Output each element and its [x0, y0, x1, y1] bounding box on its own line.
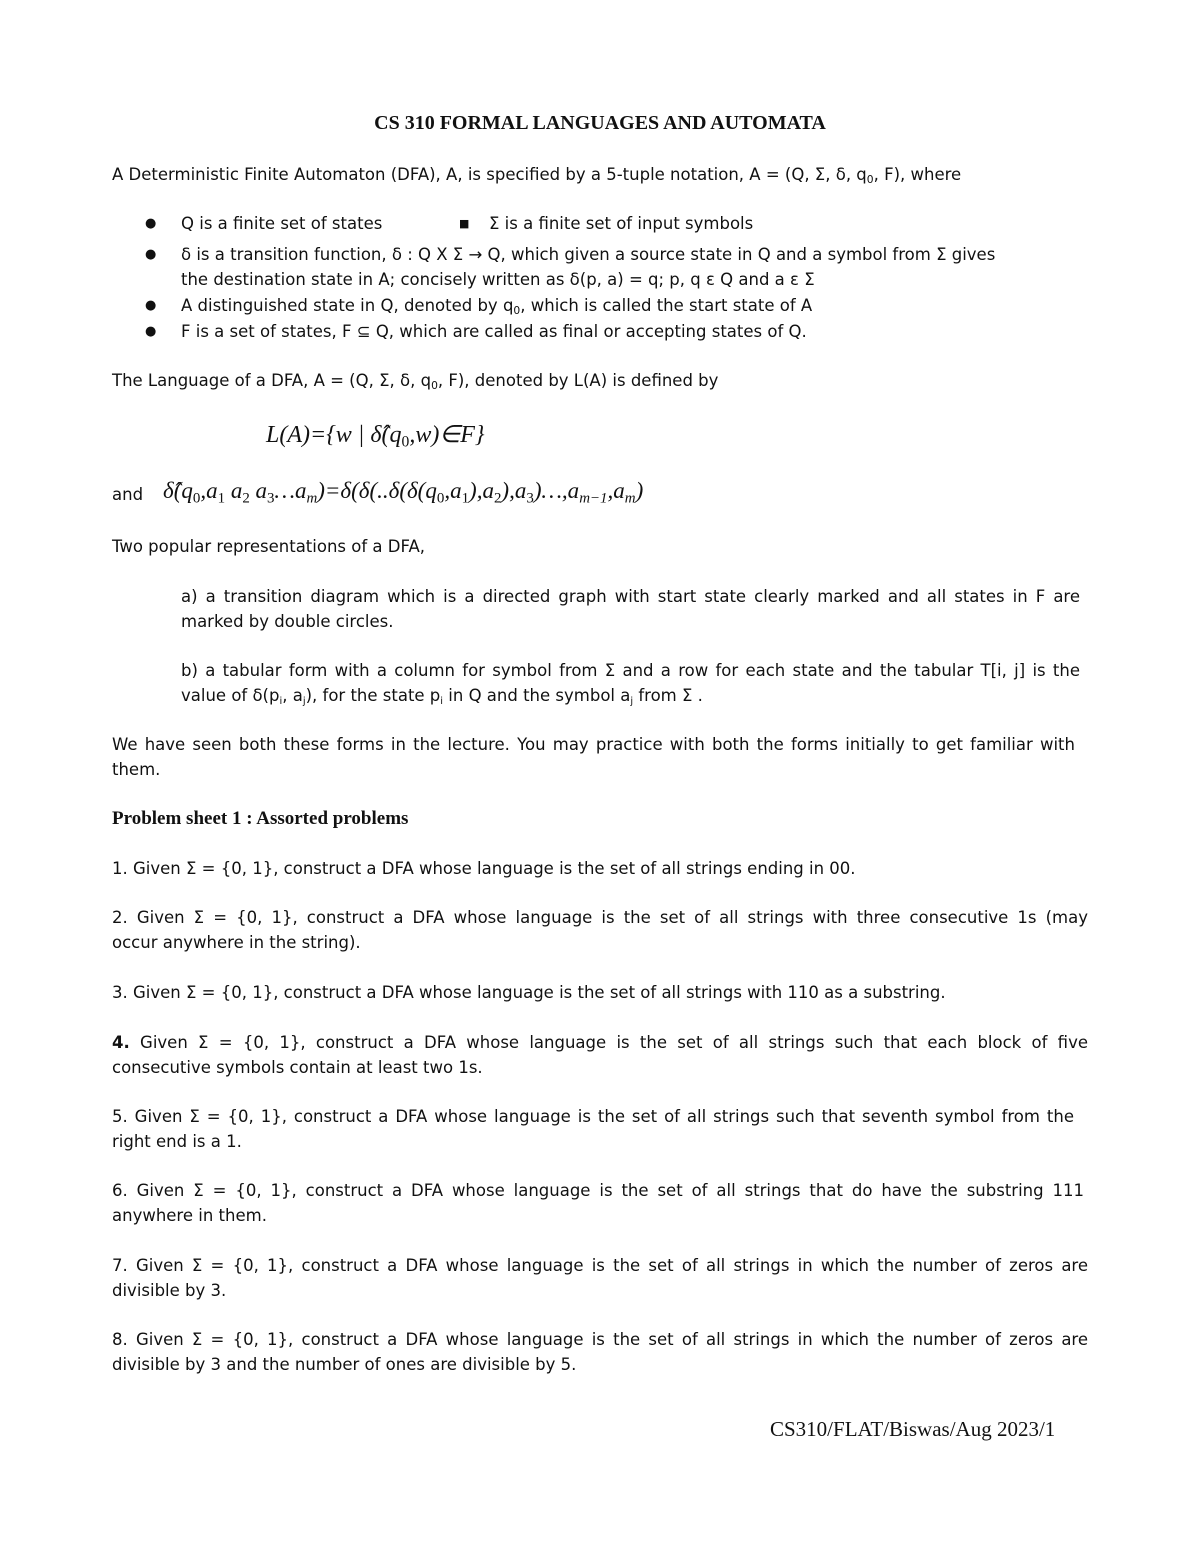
- representation-b-line1: b) a tabular form with a column for symbol from Σ and a row for each state and the tabular T[i, j] is the: [181, 661, 1080, 680]
- bullet-dot-icon: ●: [145, 216, 157, 231]
- bullet-alphabet: Σ is a finite set of input symbols: [489, 214, 754, 233]
- f2-sub: m−1: [579, 490, 608, 507]
- rep-b-part: value of δ(p: [181, 686, 280, 705]
- rep-b-sub: i: [440, 695, 444, 707]
- f2-sub: 2: [493, 490, 502, 507]
- bullet-start-post: , which is called the start state of A: [520, 296, 813, 315]
- f2-sub: 1: [217, 490, 226, 507]
- formula1-sub: 0: [401, 433, 410, 451]
- f2-sub: 0: [192, 490, 201, 507]
- f2-part: ): [635, 478, 644, 503]
- problem-8-line1: 8. Given Σ = {0, 1}, construct a DFA whose language is the set of all strings in which the number of zeros are: [112, 1330, 1088, 1349]
- f2-sub: m: [306, 490, 318, 507]
- bullet-dot-icon: ●: [145, 247, 157, 262]
- problem-8-line2: divisible by 3 and the number of ones are divisible by 5.: [112, 1355, 577, 1374]
- formula-extended-delta: [163, 478, 644, 507]
- page-footer: CS310/FLAT/Biswas/Aug 2023/1: [770, 1417, 1056, 1441]
- f2-part: ),a: [469, 478, 494, 503]
- intro-tail: , F), where: [873, 165, 962, 184]
- formula-language: [266, 420, 485, 449]
- problem-4-line1: [112, 1033, 1088, 1052]
- representation-a-line1: a) a transition diagram which is a directed graph with start state clearly marked and all states in F are: [181, 587, 1080, 606]
- language-post: , F), denoted by L(A) is defined by: [437, 371, 719, 390]
- rep-b-sub: i: [279, 695, 283, 707]
- f2-part: ),a: [501, 478, 527, 503]
- f2-sub: 0: [436, 490, 445, 507]
- bullet-square-icon: ■: [459, 217, 470, 230]
- problem-6-line2: anywhere in them.: [112, 1206, 267, 1225]
- intro-subscript: 0: [866, 173, 874, 187]
- language-pre: The Language of a DFA, A = (Q, Σ, δ, q: [112, 371, 432, 390]
- problem-sheet-title: Problem sheet 1 : Assorted problems: [112, 808, 409, 829]
- problem-4-line2: consecutive symbols contain at least two 1s.: [112, 1058, 483, 1077]
- f2-part: )=δ(δ(..δ(δ(q: [317, 478, 437, 503]
- bullet-start-sub: 0: [513, 304, 521, 318]
- formula1-args-post: ,w)∈F}: [409, 422, 485, 448]
- f2-part: …a: [274, 478, 307, 503]
- problem-5-line1: 5. Given Σ = {0, 1}, construct a DFA whose language is the set of all strings such that seventh symbol from the: [112, 1107, 1074, 1126]
- problem-1: 1. Given Σ = {0, 1}, construct a DFA whose language is the set of all strings ending in 00.: [112, 859, 856, 878]
- rep-b-part: from Σ .: [633, 686, 703, 705]
- bullet-final-states: F is a set of states, F ⊆ Q, which are called as final or accepting states of Q.: [181, 322, 807, 341]
- f2-sub: 3: [267, 490, 275, 507]
- lecture-note-line2: them.: [112, 760, 161, 779]
- f2-delta-hat: δ̂: [163, 478, 174, 503]
- lecture-note-line1: We have seen both these forms in the lecture. You may practice with both the forms initially to get familiar with: [112, 735, 1075, 754]
- problem-4-text: Given Σ = {0, 1}, construct a DFA whose language is the set of all strings such that each block of five: [129, 1033, 1088, 1052]
- f2-part: )…,a: [533, 478, 580, 503]
- language-sub: 0: [431, 379, 438, 393]
- representation-a-line2: marked by double circles.: [181, 612, 394, 631]
- bullet-start-pre: A distinguished state in Q, denoted by q: [181, 296, 514, 315]
- f2-sub: m: [624, 490, 636, 507]
- problem-2-line1: 2. Given Σ = {0, 1}, construct a DFA whose language is the set of all strings with three consecutive 1s (may: [112, 908, 1088, 927]
- document-title: CS 310 FORMAL LANGUAGES AND AUTOMATA: [374, 112, 826, 134]
- bullet-transition-line2: the destination state in A; concisely written as δ(p, a) = q; p, q ε Q and a ε Σ: [181, 270, 815, 289]
- bullet-start-state: [181, 296, 813, 318]
- intro-paragraph: [112, 165, 962, 187]
- f2-sub: 2: [242, 490, 250, 507]
- language-definition: [112, 371, 719, 393]
- f2-sub: 3: [526, 490, 534, 507]
- formula1-delta-hat: δ̂: [370, 422, 382, 448]
- rep-b-part: , a: [282, 686, 303, 705]
- f2-part: ,a: [607, 478, 625, 503]
- problem-7-line1: 7. Given Σ = {0, 1}, construct a DFA whose language is the set of all strings in which the number of zeros are: [112, 1256, 1088, 1275]
- f2-sub: 1: [461, 490, 470, 507]
- problem-7-line2: divisible by 3.: [112, 1281, 227, 1300]
- problem-2-line2: occur anywhere in the string).: [112, 933, 361, 952]
- f2-part: a: [225, 478, 243, 503]
- problem-6-line1: 6. Given Σ = {0, 1}, construct a DFA whose language is the set of all strings that do have the substring 111: [112, 1181, 1084, 1200]
- representation-b-line2: [181, 686, 703, 705]
- formula1-args-pre: (q: [381, 422, 402, 448]
- problem-5-line2: right end is a 1.: [112, 1132, 242, 1151]
- intro-text: A Deterministic Finite Automaton (DFA), A, is specified by a 5-tuple notation, A = (Q, Σ, δ, q: [112, 165, 867, 184]
- problem-4-number: 4.: [112, 1033, 130, 1052]
- rep-b-part: in Q and the symbol a: [443, 686, 631, 705]
- problem-3: 3. Given Σ = {0, 1}, construct a DFA whose language is the set of all strings with 110 as a substring.: [112, 983, 946, 1002]
- f2-part: a: [249, 478, 268, 503]
- rep-b-sub: j: [302, 695, 306, 707]
- representations-heading: Two popular representations of a DFA,: [112, 537, 425, 556]
- bullet-transition-line1: δ is a transition function, δ : Q X Σ → Q, which given a source state in Q and a symbol from Σ gives: [181, 245, 996, 264]
- rep-b-sub: j: [630, 695, 634, 707]
- formula2-and-label: and: [112, 485, 144, 504]
- rep-b-part: ), for the state p: [305, 686, 441, 705]
- f2-part: ,a: [444, 478, 462, 503]
- formula1-lhs: L(A)={w |: [266, 422, 371, 448]
- bullet-dot-icon: ●: [145, 298, 157, 313]
- f2-part: ,a: [200, 478, 218, 503]
- bullet-dot-icon: ●: [145, 324, 157, 339]
- f2-part: (q: [173, 478, 193, 503]
- bullet-states: Q is a finite set of states: [181, 214, 383, 233]
